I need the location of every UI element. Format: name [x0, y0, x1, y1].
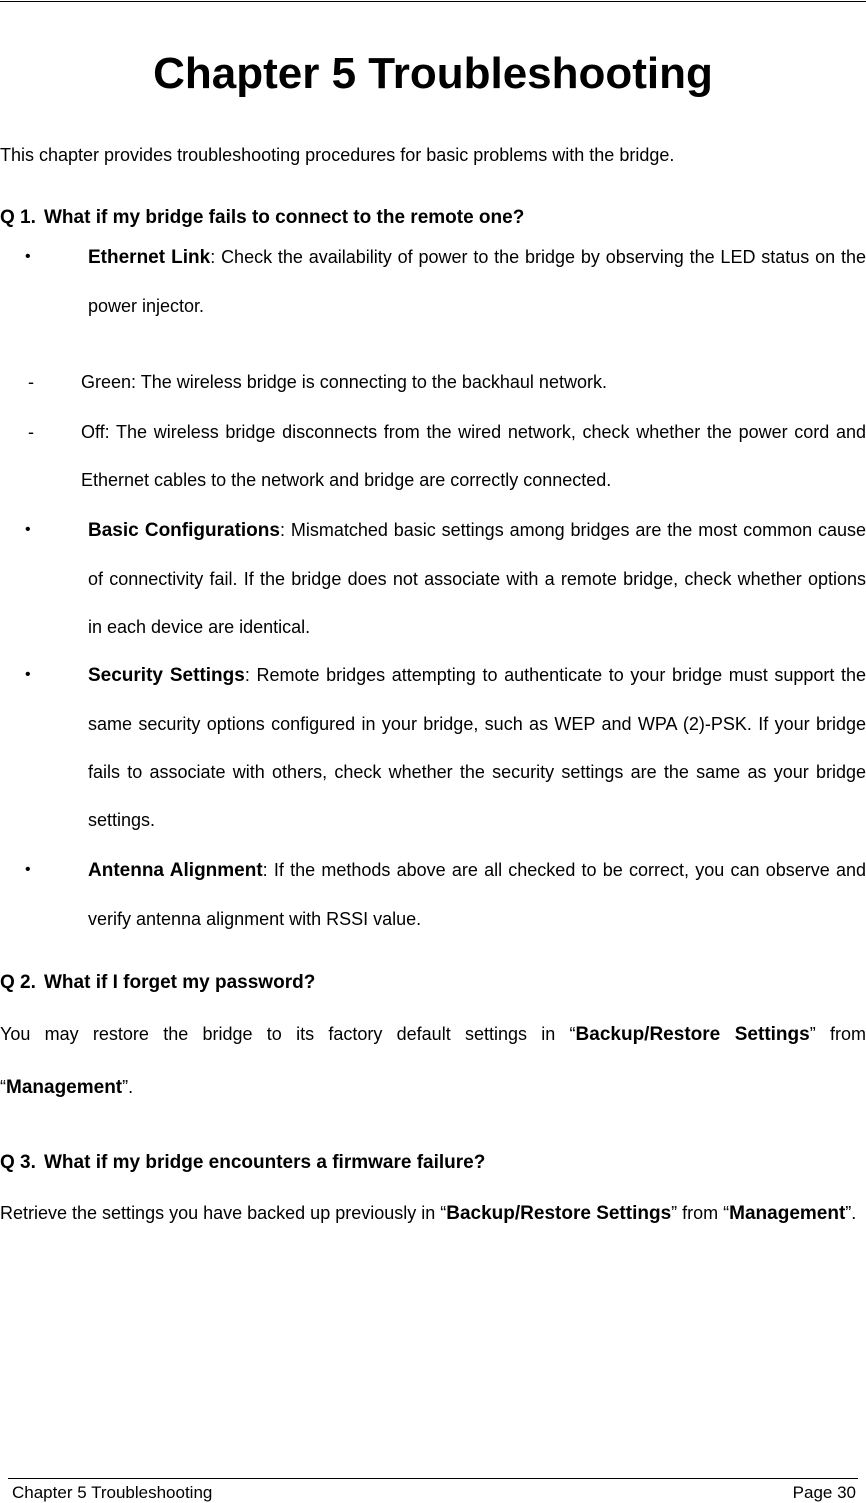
question-1-text: What if my bridge fails to connect to the remote one? — [44, 207, 525, 228]
bullet-ethernet-link-title: Ethernet Link — [88, 247, 211, 268]
bullet-security-settings-body: : Remote bridges attempting to authenticate to your bridge must support the same security options configured in your bridge, such as WEP and WPA (2)-PSK. If your bridge fails to associate with others, check whether the security settings are the same as your bridge settings. — [88, 665, 866, 830]
question-2-number: Q 2. — [0, 972, 36, 993]
intro-paragraph: This chapter provides troubleshooting procedures for basic problems with the bridge. — [0, 145, 675, 165]
management-label: Management — [729, 1203, 846, 1224]
question-3-answer — [0, 1187, 866, 1240]
bullet-basic-configurations-title: Basic Configurations — [88, 520, 280, 541]
answer-text: ”. — [122, 1077, 134, 1097]
question-2-answer — [0, 1008, 866, 1114]
bullet-dot-icon: • — [25, 861, 31, 878]
answer-text: ” from “ — [0, 1024, 866, 1097]
sub-item-off-text: Off: The wireless bridge disconnects from the wired network, check whether the power cord and Ethernet cables to the network and bridge are correctly connected. — [81, 422, 866, 490]
management-label: Management — [6, 1077, 123, 1098]
question-3-heading — [0, 1150, 485, 1176]
answer-text: You may restore the bridge to its factory default settings in “ — [0, 1024, 576, 1044]
dash-mark: - — [28, 422, 34, 442]
page-title: Chapter 5 Troubleshooting — [153, 49, 713, 98]
bullet-basic-configurations-text — [88, 506, 866, 651]
bullet-security-settings-title: Security Settings — [88, 665, 245, 686]
question-1-heading — [0, 205, 524, 231]
bullet-antenna-alignment-title: Antenna Alignment — [88, 860, 263, 881]
footer-chapter-label: Chapter 5 Troubleshooting — [12, 1483, 213, 1502]
question-3-text: What if my bridge encounters a firmware failure? — [44, 1152, 486, 1173]
bullet-ethernet-link-body: : Check the availability of power to the bridge by observing the LED status on the power injector. — [88, 247, 866, 316]
bullet-dot-icon: • — [25, 521, 31, 538]
dash-mark: - — [28, 372, 34, 392]
answer-text: ”. — [845, 1203, 857, 1223]
top-rule — [0, 1, 866, 2]
backup-restore-settings-label: Backup/Restore Settings — [446, 1203, 672, 1224]
bullet-antenna-alignment-body: : If the methods above are all checked to be correct, you can observe and verify antenna alignment with RSSI value. — [88, 860, 866, 929]
answer-text: Retrieve the settings you have backed up previously in “ — [0, 1203, 447, 1223]
footer-page-number: Page 30 — [792, 1483, 856, 1502]
footer-rule — [8, 1478, 858, 1479]
bullet-security-settings-text — [88, 651, 866, 844]
bullet-dot-icon: • — [25, 666, 31, 683]
question-3-number: Q 3. — [0, 1152, 36, 1173]
backup-restore-settings-label: Backup/Restore Settings — [575, 1024, 810, 1045]
sub-item-green-text: Green: The wireless bridge is connecting to the backhaul network. — [81, 372, 607, 392]
bullet-ethernet-link-text — [88, 233, 866, 330]
bullet-antenna-alignment-text — [88, 846, 866, 943]
question-1-number: Q 1. — [0, 207, 36, 228]
bullet-basic-configurations-body: : Mismatched basic settings among bridges are the most common cause of connectivity fail. If the bridge does not associate with a remote bridge, check whether options in each device are identical. — [88, 520, 866, 637]
question-2-text: What if I forget my password? — [44, 972, 316, 993]
answer-text: ” from “ — [671, 1203, 730, 1223]
bullet-dot-icon: • — [25, 248, 31, 265]
question-2-heading — [0, 970, 315, 996]
